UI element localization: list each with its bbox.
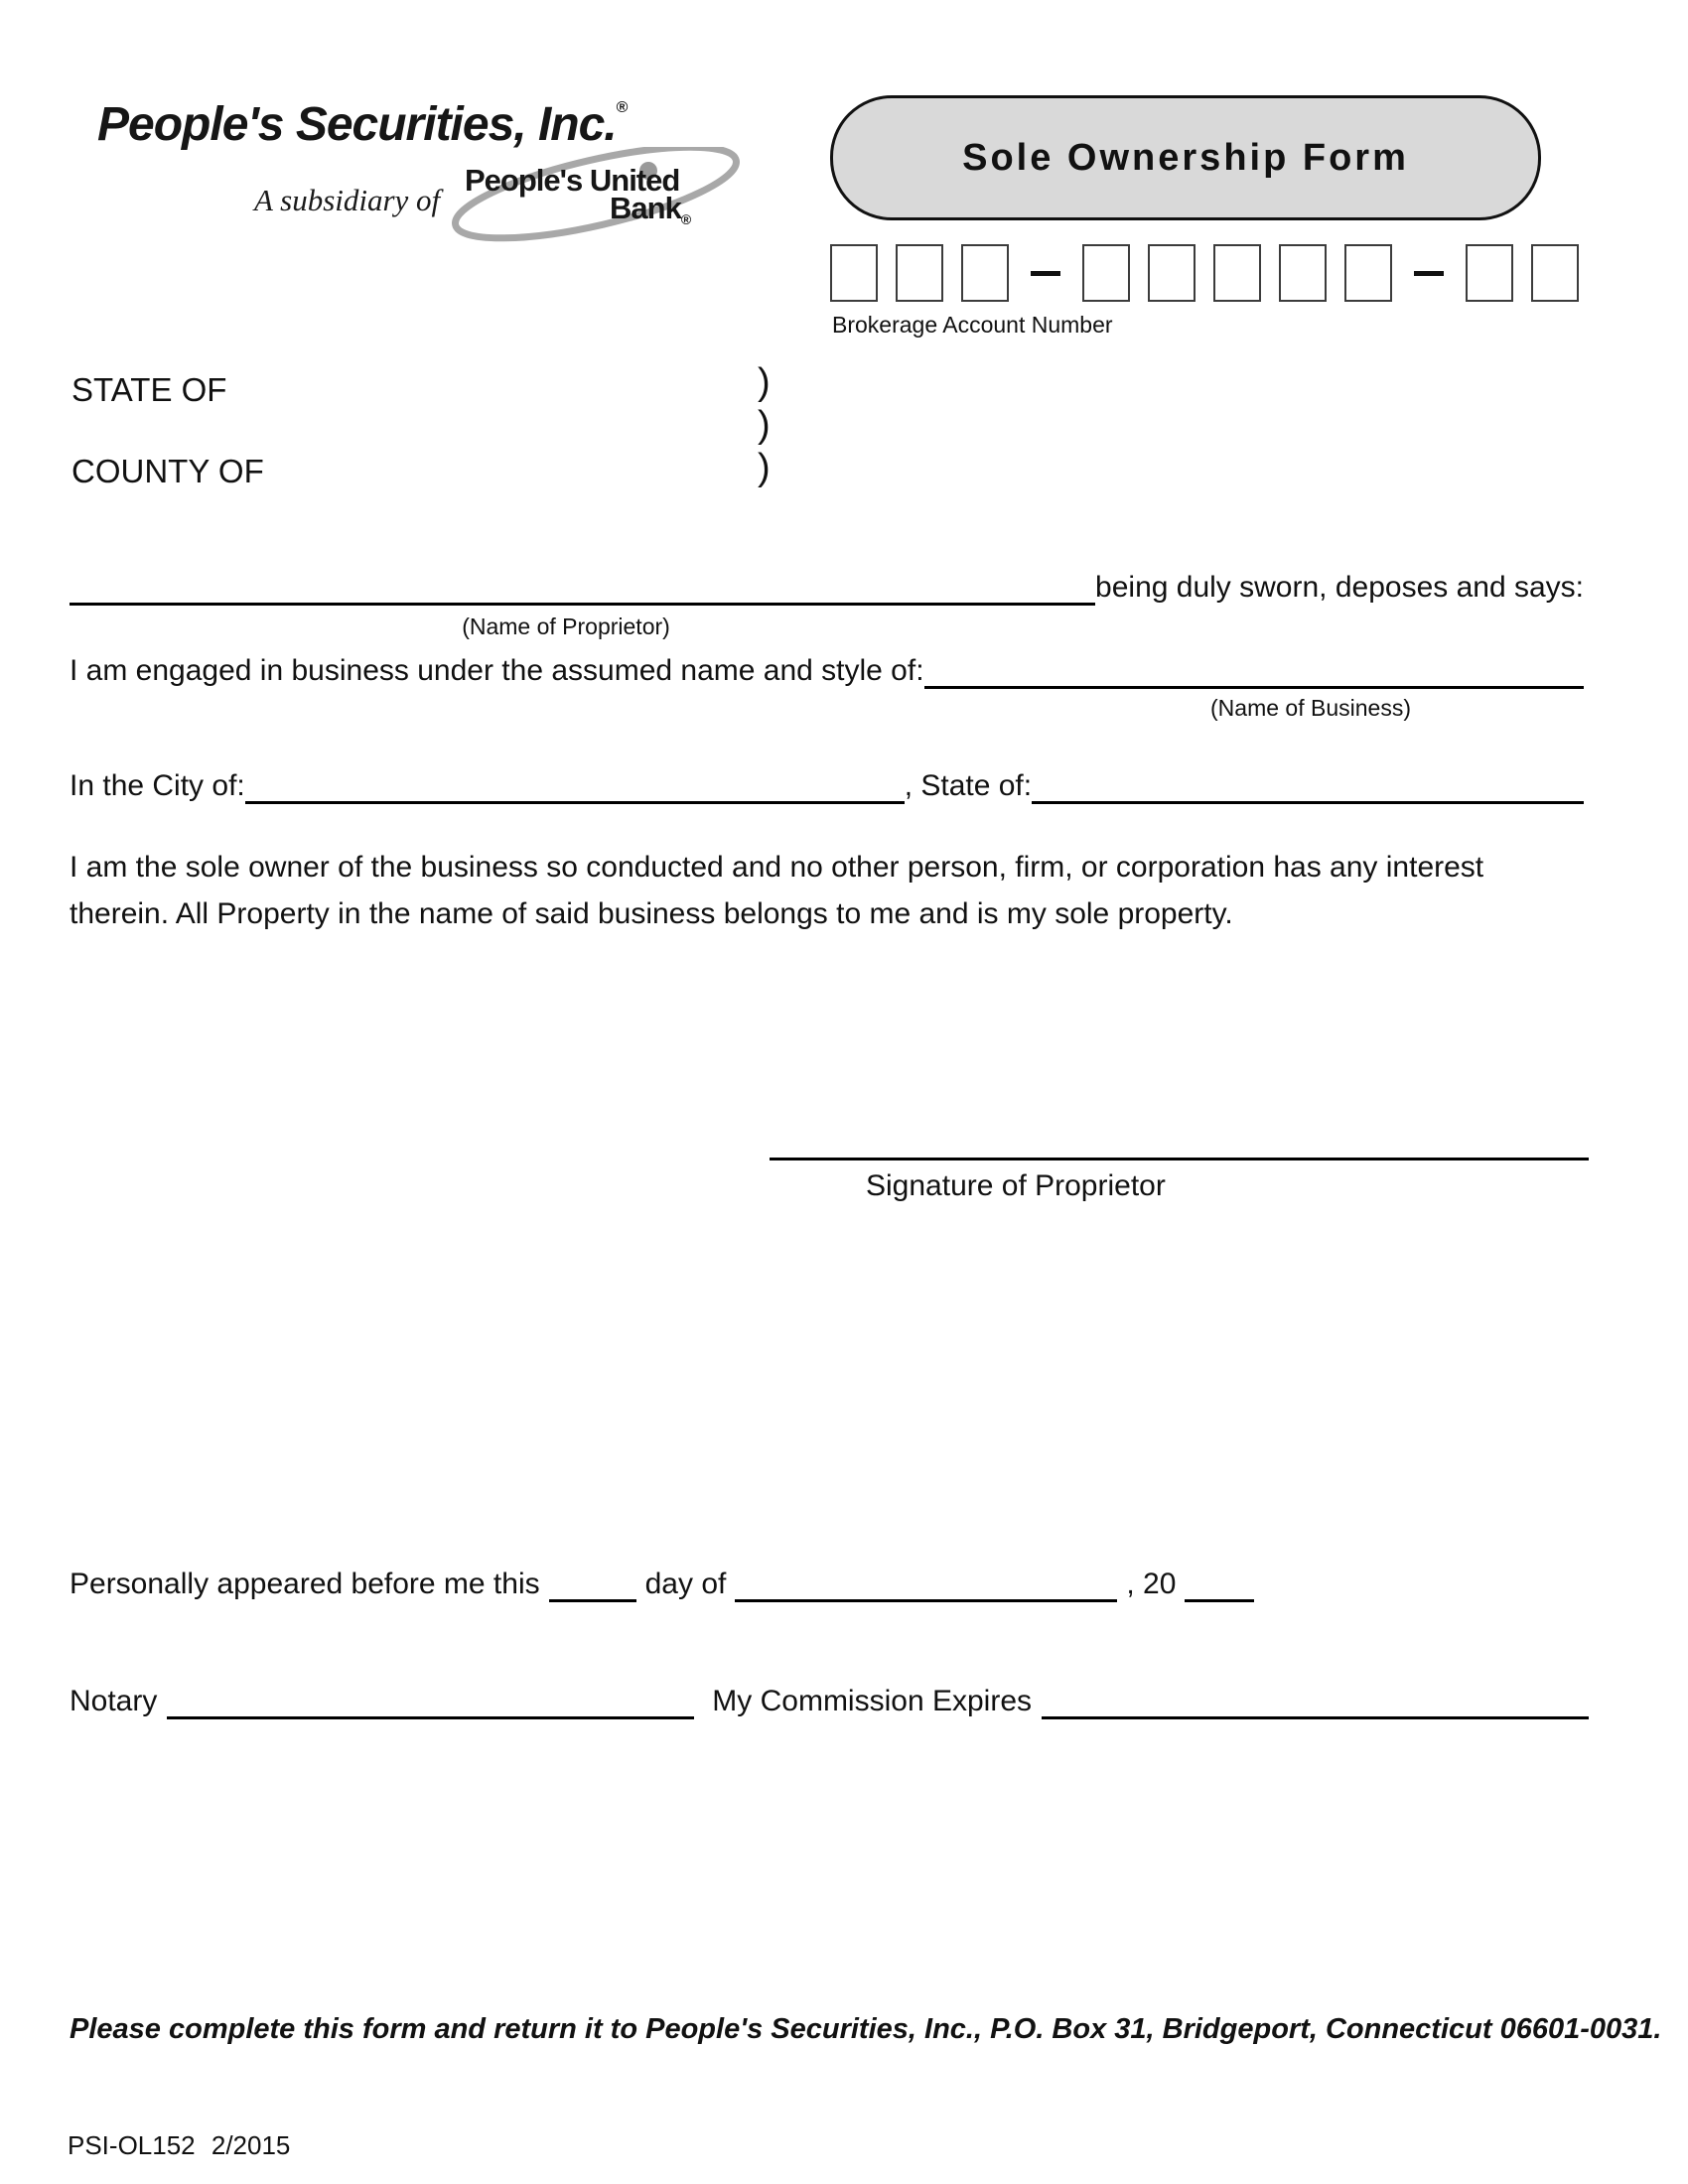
state-of-label: STATE OF [71, 371, 227, 408]
account-digit-box[interactable] [1531, 244, 1579, 302]
state-label: , State of: [904, 768, 1033, 802]
jurat-paren-2: ) [758, 404, 771, 446]
city-label: In the City of: [70, 768, 245, 802]
engaged-label: I am engaged in business under the assumed name and style of: [70, 653, 924, 687]
commission-label: My Commission Expires [712, 1684, 1033, 1717]
account-number-dash [1031, 271, 1060, 276]
account-number-boxes [830, 244, 1579, 302]
account-number-label: Brokerage Account Number [832, 312, 1113, 338]
appeared-label: Personally appeared before me this [70, 1567, 540, 1600]
proprietor-caption: (Name of Proprietor) [462, 614, 670, 639]
day-of-label: day of [644, 1567, 727, 1600]
peoples-united-bank-logo [449, 147, 747, 242]
day-number-line[interactable] [549, 1591, 636, 1602]
form-code: PSI-OL152 2/2015 [68, 2130, 291, 2160]
month-line[interactable] [735, 1591, 1117, 1602]
return-instruction: Please complete this form and return it to People's Securities, Inc., P.O. Box 31, Bridgeport, Connecticut 06601-0031. [70, 2013, 1662, 2045]
state-line[interactable] [1032, 793, 1584, 804]
notary-label: Notary [70, 1684, 158, 1717]
notary-signature-line[interactable] [167, 1708, 694, 1719]
account-digit-box[interactable] [1344, 244, 1392, 302]
jurat-paren-3: ) [758, 447, 771, 488]
proprietor-name-line[interactable] [70, 595, 1095, 606]
county-of-label: COUNTY OF [71, 453, 264, 489]
registered-trademark-icon: ® [616, 99, 629, 116]
form-title-banner [830, 95, 1541, 220]
bank-registered-mark-icon: ® [680, 211, 691, 227]
sworn-text: being duly sworn, deposes and says: [1095, 570, 1584, 604]
company-name-text: People's Securities, Inc. [97, 98, 617, 151]
form-title: Sole Ownership Form [962, 136, 1409, 179]
business-name-line[interactable] [924, 678, 1584, 689]
business-name-row [70, 645, 1584, 689]
account-digit-box[interactable] [1148, 244, 1196, 302]
city-line[interactable] [245, 793, 905, 804]
ownership-statement: I am the sole owner of the business so conducted and no other person, firm, or corporation has any interest therein. All Property in the name of said business belongs to me and is my sole property. [70, 851, 1484, 930]
company-logo [97, 97, 628, 152]
account-digit-box[interactable] [1213, 244, 1261, 302]
account-digit-box[interactable] [896, 244, 943, 302]
bank-word-text: Bank® [610, 191, 691, 227]
notary-row [70, 1676, 1589, 1719]
account-digit-box[interactable] [1279, 244, 1327, 302]
account-digit-box[interactable] [1082, 244, 1130, 302]
subsidiary-text: A subsidiary of [254, 183, 441, 217]
account-digit-box[interactable] [1466, 244, 1513, 302]
signature-line[interactable] [770, 1114, 1589, 1160]
commission-expires-line[interactable] [1042, 1708, 1589, 1719]
jurat-paren-1: ) [758, 361, 771, 403]
signature-caption: Signature of Proprietor [866, 1169, 1166, 1202]
account-number-dash [1414, 271, 1444, 276]
account-digit-box[interactable] [830, 244, 878, 302]
account-digit-box[interactable] [961, 244, 1009, 302]
proprietor-name-row [70, 562, 1584, 606]
year-prefix-label: , 20 [1126, 1567, 1177, 1600]
year-line[interactable] [1185, 1591, 1254, 1602]
business-caption: (Name of Business) [1210, 695, 1411, 721]
bank-name-text: People's United [465, 163, 680, 198]
personally-appeared-row [70, 1559, 1254, 1602]
city-state-row [70, 760, 1584, 804]
